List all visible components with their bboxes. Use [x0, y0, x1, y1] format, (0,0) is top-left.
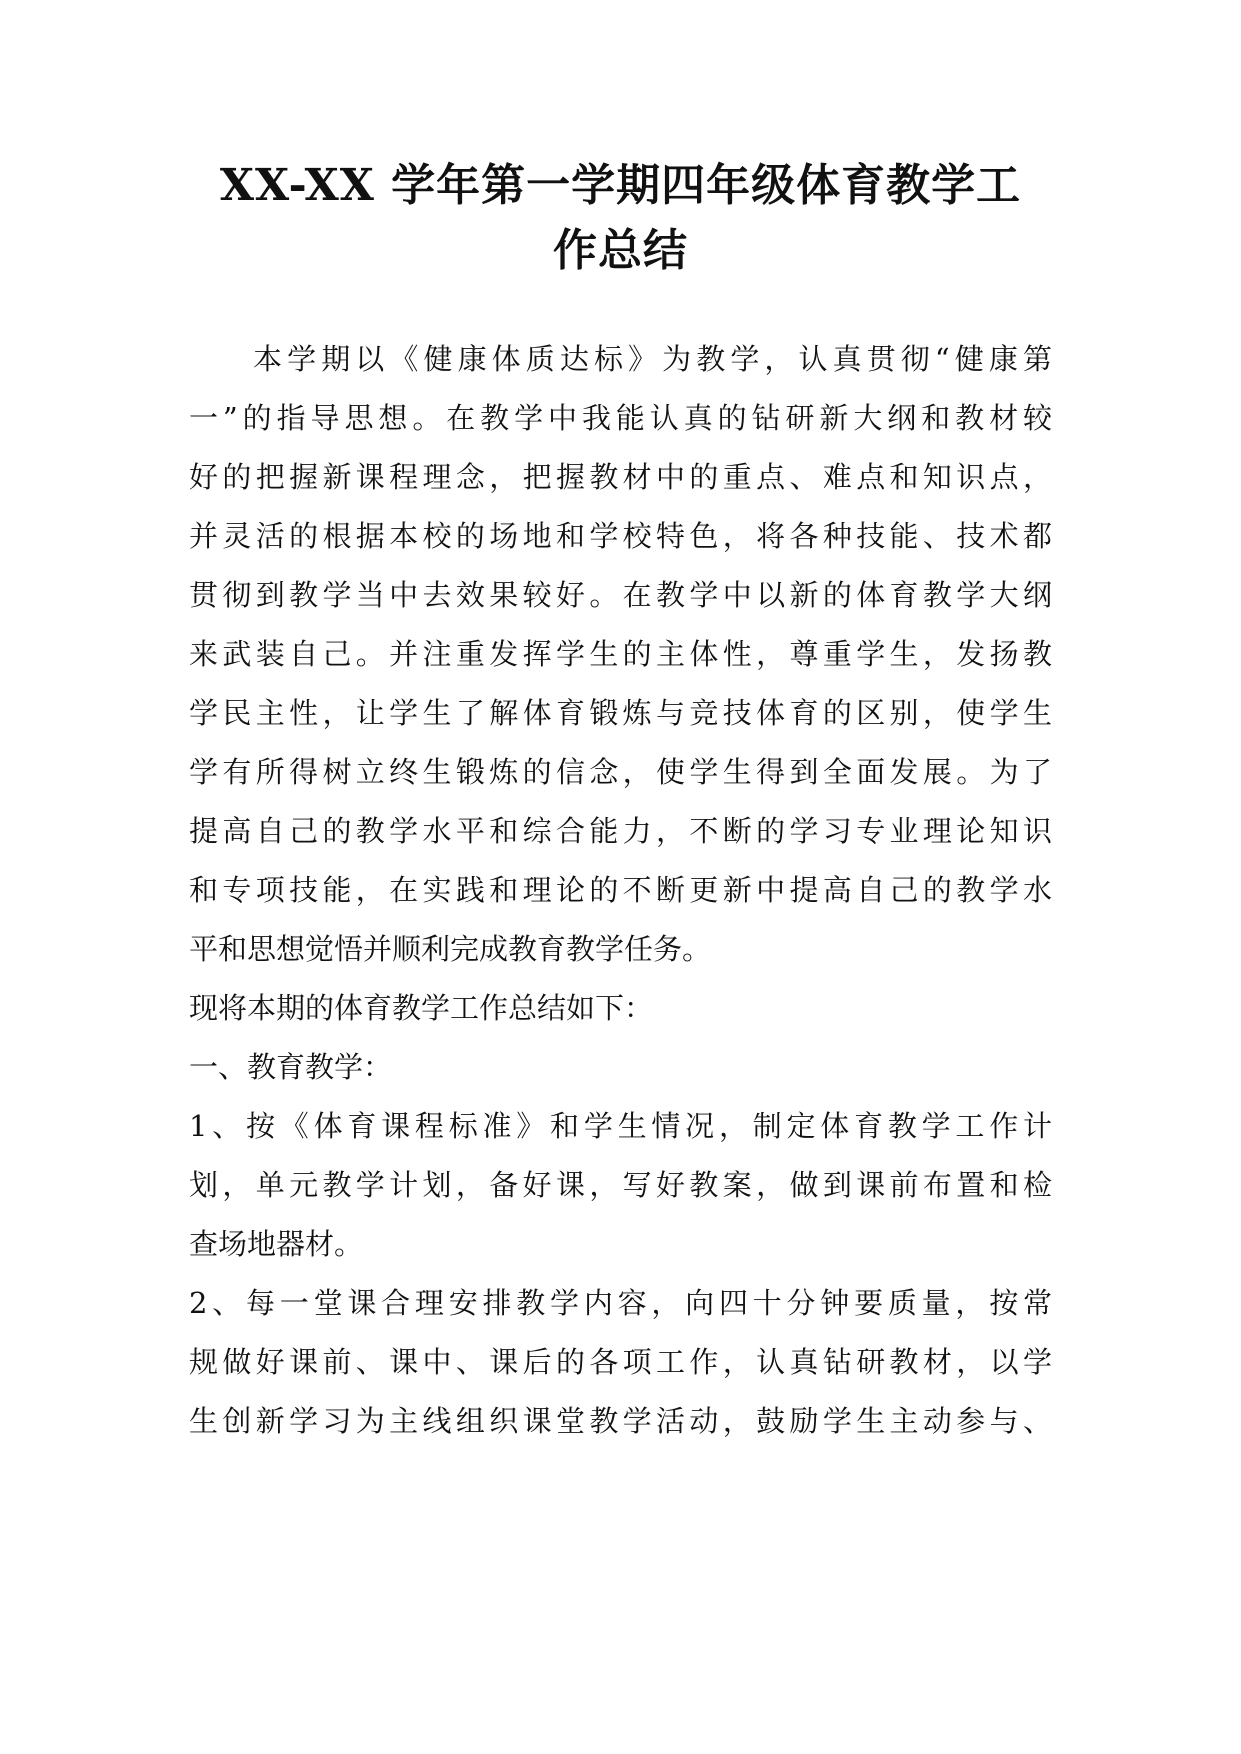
- document-title-line-2: 作总结: [553, 225, 688, 276]
- body-line: 学民主性，让学生了解体育锻炼与竞技体育的区别，使学生: [189, 696, 1052, 730]
- body-line: 和专项技能，在实践和理论的不断更新中提高自己的教学水: [189, 873, 1052, 907]
- section-heading: 一、教育教学：: [189, 1050, 393, 1084]
- body-line: 规做好课前、课中、课后的各项工作，认真钻研教材，以学: [189, 1345, 1052, 1379]
- body-line: 生创新学习为主线组织课堂教学活动，鼓励学生主动参与、: [189, 1404, 1052, 1438]
- body-line: 学有所得树立终生锻炼的信念，使学生得到全面发展。为了: [189, 755, 1052, 789]
- body-line: 本学期以《健康体质达标》为教学，认真贯彻“健康第: [253, 342, 1052, 376]
- body-line: 一”的指导思想。在教学中我能认真的钻研新大纲和教材较: [189, 401, 1052, 435]
- body-line: 好的把握新课程理念，把握教材中的重点、难点和知识点，: [189, 460, 1052, 494]
- body-line: 现将本期的体育教学工作总结如下：: [189, 991, 654, 1025]
- body-line: 1、按《体育课程标准》和学生情况，制定体育教学工作计: [189, 1109, 1052, 1143]
- body-line: 来武装自己。并注重发挥学生的主体性，尊重学生，发扬教: [189, 637, 1052, 671]
- body-line: 2、每一堂课合理安排教学内容，向四十分钟要质量，按常: [189, 1286, 1052, 1320]
- document-title-line-1: XX-XX 学年第一学期四年级体育教学工: [219, 160, 1022, 211]
- body-line: 并灵活的根据本校的场地和学校特色，将各种技能、技术都: [189, 519, 1052, 553]
- body-line: 贯彻到教学当中去效果较好。在教学中以新的体育教学大纲: [189, 578, 1052, 612]
- body-line: 提高自己的教学水平和综合能力，不断的学习专业理论知识: [189, 814, 1052, 848]
- body-line: 平和思想觉悟并顺利完成教育教学任务。: [189, 932, 712, 966]
- body-line: 划，单元教学计划，备好课，写好教案，做到课前布置和检: [189, 1168, 1052, 1202]
- body-line: 查场地器材。: [189, 1227, 364, 1261]
